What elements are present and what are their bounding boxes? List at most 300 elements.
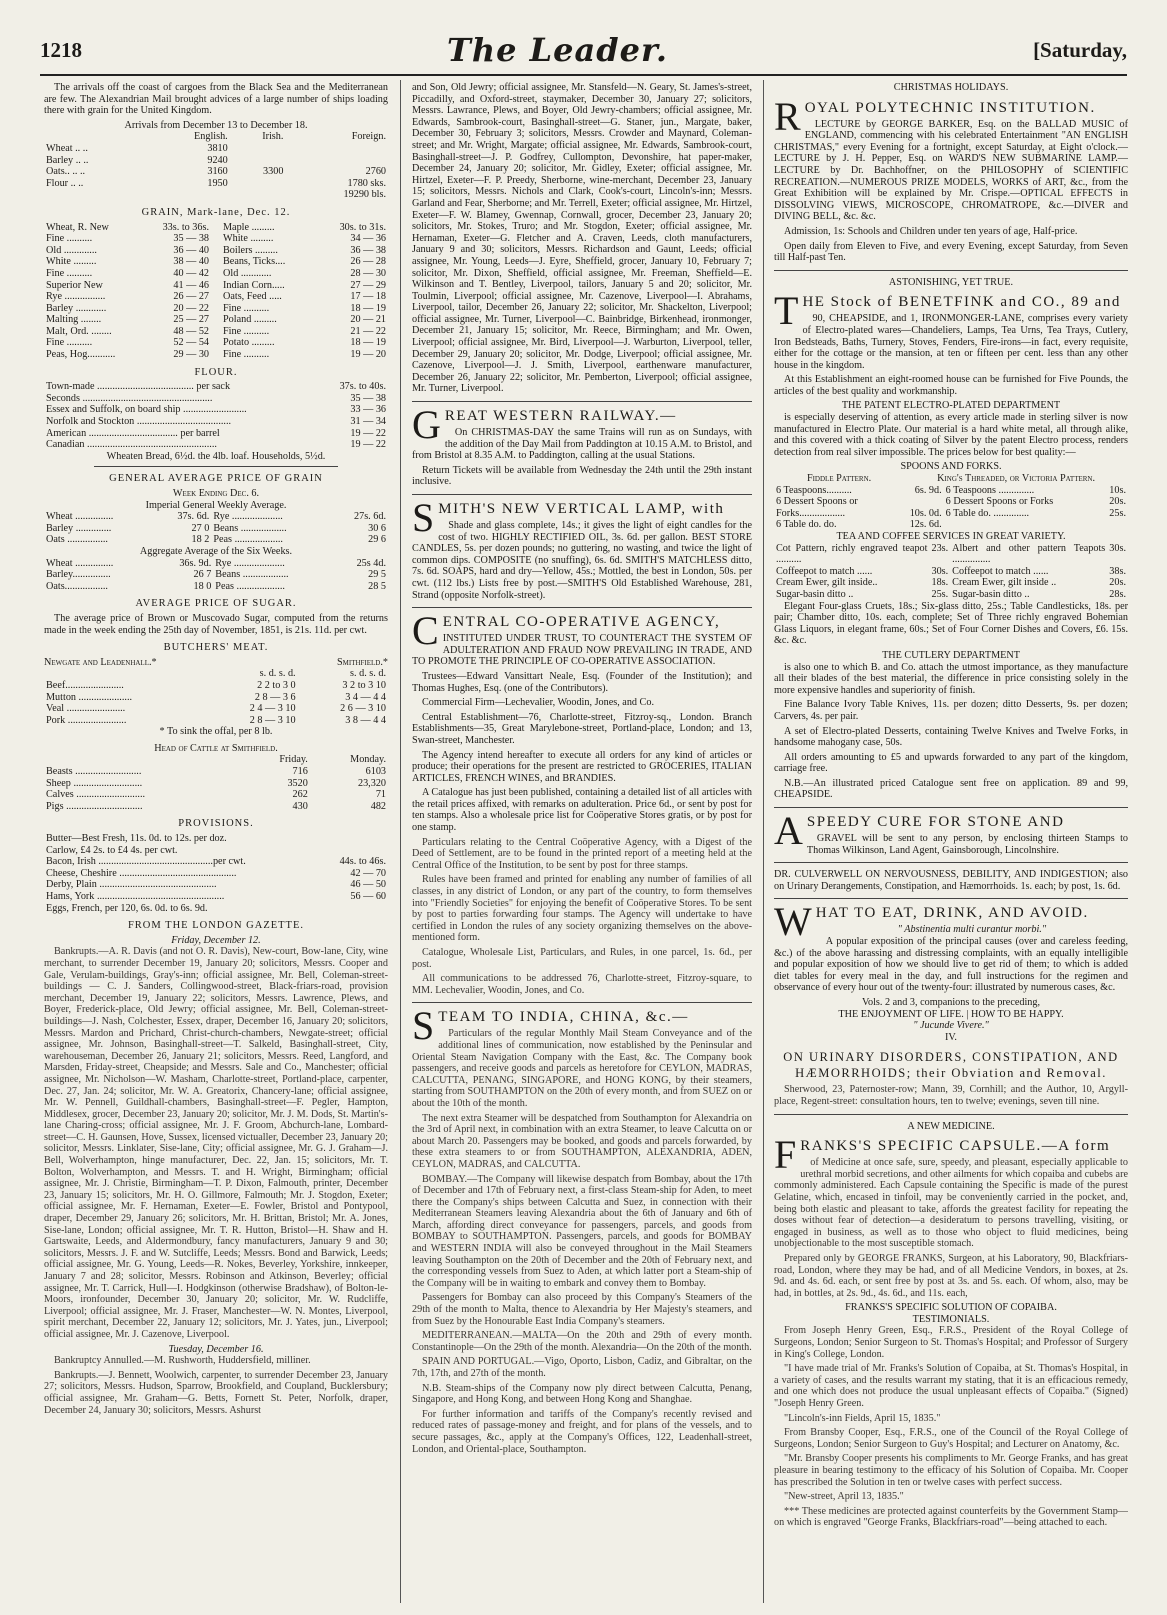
table-row xyxy=(44,845,388,857)
table-cell: Poland ......... xyxy=(223,314,277,326)
table-cell: 30s. xyxy=(1109,542,1126,554)
table-row xyxy=(44,268,211,280)
ad-culverwell: DR. CULVERWELL ON NERVOUSNESS, DEBILITY, AND INDIGESTION; also on Urinary Derangements, Constipation, and Hæmorrhoids. 1s. each; by post, 1s. 6d. xyxy=(774,869,1128,892)
ad-text: On CHRISTMAS-DAY the same Trains will run as on Sundays, with the addition of the Day Mail from Paddington at 10.15 A.M. to Bristol, and from Bristol at 8.35 A.M. to Paddington, calling at the usual Stations. xyxy=(412,427,752,462)
table-row xyxy=(221,326,388,338)
table-cell: 38s. xyxy=(1109,565,1126,577)
table-cell: Hams, York .................................................. xyxy=(46,891,225,902)
table-row xyxy=(44,569,388,581)
ad-text: Commercial Firm—Lechevalier, Woodin, Jones, and Co. xyxy=(422,697,654,709)
flour-title: FLOUR. xyxy=(194,366,238,378)
table-cell: 9240 xyxy=(207,154,228,166)
column-markets xyxy=(44,82,388,1605)
table-cell: Peas ................... xyxy=(215,580,285,592)
table-cell: 482 xyxy=(370,800,386,812)
ad-text: of Medicine at once safe, sure, speedy, and pleasant, especially applicable to urethral morbid secretions, and other ailments for which copaiba and cubebs are commonly administered. Each Capsule containing the Specific is made of the purest Gelatine, which, encased in tinfoil, may be conveniently carried in the pocket, and, being both elastic and pleasant to take, affords the greatest facility for repeating the doses without fear of detection—a desideratum to persons travelling, visiting, or engaged in business, as well as to those who object to fluid medicines, being unobjectionable to the most susceptible stomach. xyxy=(774,1157,1128,1250)
table-row xyxy=(44,178,388,190)
table-cell: Wheat ............... xyxy=(46,557,114,569)
table-row xyxy=(774,519,1128,531)
avg-week-table xyxy=(44,511,388,546)
grain-title: GRAIN, Mark-lane, Dec. 12. xyxy=(141,206,291,218)
divider xyxy=(412,607,752,608)
table-cell: Peas, Hog........... xyxy=(46,349,116,361)
table-cell: 37s. 6d. xyxy=(177,511,210,523)
table-cell: 18 — 19 xyxy=(350,337,386,349)
table-cell: Barley .............. xyxy=(46,522,112,534)
table-row xyxy=(774,496,1128,508)
table-cell: s. d. s. d. xyxy=(350,668,386,680)
table-cell: 19 — 22 xyxy=(350,439,386,451)
ad-text: "Mr. Bransby Cooper presents his compliments to Mr. George Franks, and has great pleasure in bearing testimony to the efficacy of his Solution of Copaiba. Mr. Cooper has prescribed the Solution in ten or twelve cases with perfect success. xyxy=(774,1453,1128,1488)
table-row xyxy=(774,589,1128,601)
ad-text: Sherwood, 23, Paternoster-row; Mann, 39, Cornhill; and the Author, 10, Argyll-place, Regent-street: consultation hours, ten to twelve; evenings, seven till nine. xyxy=(774,1084,1128,1107)
table-cell: 35 — 38 xyxy=(173,233,209,245)
table-cell xyxy=(230,143,286,155)
sugar-text: The average price of Brown or Muscovado Sugar, computed from the returns made in the week ending the 25th day of November, 1851, is 21s. 11d. per cwt. xyxy=(44,612,388,636)
table-cell: 12s. 6d. xyxy=(909,519,942,531)
table-cell: Pigs .............................. xyxy=(46,800,143,812)
table-cell xyxy=(230,189,286,201)
table-cell xyxy=(894,496,944,508)
table-cell: 2 8 — 3 10 xyxy=(249,714,296,726)
ad-text: For further information and tariffs of the Company's recently revised and reduced rates of passage-money and freight, and for plans of the vessels, and to secure passages, &c., apply at the Company's Offices, 122, Leadenhall-street, London, and Oriental-place, Southampton. xyxy=(412,1408,752,1455)
table-cell: Rye .................... xyxy=(215,557,285,569)
table-cell: Beans, Ticks.... xyxy=(223,256,286,268)
table-cell: Coffeepot to match ...... xyxy=(952,565,1049,577)
table-cell: 2 8 — 3 6 xyxy=(254,691,296,703)
table-row xyxy=(44,778,388,790)
table-row xyxy=(44,428,388,440)
provisions-title: PROVISIONS. xyxy=(178,818,254,830)
table-row xyxy=(44,715,388,727)
table-cell: 18 0 xyxy=(193,580,212,592)
column-divider xyxy=(400,80,401,1603)
table-row xyxy=(44,868,388,880)
table-cell: 1780 sks. xyxy=(347,177,386,189)
ad-text: Vols. 2 and 3, companions to the preceding, xyxy=(861,997,1041,1008)
ad-text: IV. xyxy=(945,1031,957,1043)
table-cell: 20 — 21 xyxy=(350,314,386,326)
grain-prices xyxy=(44,222,388,361)
table-row xyxy=(221,349,388,361)
arrivals-table xyxy=(44,131,388,201)
divider xyxy=(774,1114,1128,1115)
tea-table xyxy=(774,543,1128,601)
table-row xyxy=(44,404,388,416)
table-row xyxy=(221,256,388,268)
table-cell: 716 xyxy=(292,766,308,778)
gazette-text: Bankrupts.—A. R. Davis (and not O. R. Davis), New-court, Bow-lane, City, wine merchant, to surrender December 19, January 20; solicitors, Messrs. Cooper and Gale, Verulam-buildings, Gray's-inn; official assignee, Mr. Bell, Coleman-street-buildings — C. J. Sanders, Collingwood-street, Black-friars-road, provision merchant, December 19, January 22; solicitors, Messrs. Lawrence, Plews, and Boyer, Frederick-place, Old Jewry; official assignee, Mr. Bell, Coleman-street-buildings—J. Nash, Colchester, Essex, draper, December 16, January 20; solicitors, Messrs. Mardon and Prichard, Christ-church-chambers, Newgate-street; official assignee, Mr. Johnson, Basinghall-street—T. Salkeld, Basinghall-street, City, warehouseman, December 26, January 21; solicitors, Messrs. Reed, Langford, and Marsden, Friday-street, Cheapside; and Messrs. Sale and Co., Manchester; official assignee, Mr. Nicholson—W. Masham, Charlotte-street, Portland-place, carpenter, Dec. 27, Jan. 24; solicitor, Mr. W. A. Greatorix, Chancery-lane; official assignee, Mr. W. Pennell, Guildhall-chambers, Basinghall-street—F. Pegler, Hampton, Middlesex, grocer, December 23, January 20; solicitor, Mr. J. M. Dods, St. Martin's-lane Charing-cross; official assignee, Mr. J. F. Groom, Abchurch-lane, Lombard-street—C. H. Gaunsen, Hove, Sussex, licensed victualler, December 23, January 20; solicitor, Messrs. Linklater, Sise-lane, City; official assignee, Mr. G. J. Graham—J. Bell, Wolverhampton, hinge manufacturer, Dec. 22, Jan. 15; solicitors, Mr. T. Bolton, Wolverhampton, and Messrs. T. and H. Wright, Birmingham; official assignee, Mr. J. Christie, Birmingham—T. P. Dixon, Falmouth, printer, December 23, January 15; solicitors, Mr. H. O. Gillmore, Falmouth; Mr. J. Stogdon, Exeter; official assignee, Mr. F. Hernaman, Exeter—E. Fowler, Bristol and Pontypool, draper, December 29, January 26; solicitors, Mr. H. Brittan, Bristol; Mr. A. Jones, Sise-lane, London; official assignee, Mr. T. R. Hutton, Bristol—H. Shaw and H. Gartswaite, Leeds, and Aldermondbury, fancy manufacturers, January 9 and 30; solicitors, Messrs. J. F. and W. Sutcliffe, Leeds; Messrs. Bond and Barwick, Leeds; official assignee, Mr. G. Young, Leeds—R. Nokes, Beverley, Yorkshire, innkeeper, January 7 and 28; solicitor, Messrs. Robinson and Atkinson, Beverley; official assignee, Mr. T. Carrick, Hull—I. Hodgkinson (otherwise Bradshaw), of Bolton-le-Moors, ironfounder, December 30, January 20; solicitor, Mr. W. Rudcliffe, Liverpool; official assignee, Mr. J. Fraser, Manchester—W. N. Montes, Liverpool, spirit merchant, December 22, January 12; solicitors, Mr. J. Yates, jun., Liverpool; official assignee, Mr. J. Cazenove, Liverpool. xyxy=(44,946,388,1340)
table-row xyxy=(44,879,388,891)
ad-text: From Joseph Henry Green, Esq., F.R.S., President of the Royal College of Surgeons, London; Senior Surgeon to St. Thomas's Hospital; and Professor of Surgery in King's College, London. xyxy=(774,1325,1128,1360)
table-cell: 3 4 — 4 4 xyxy=(345,691,386,703)
provisions-table xyxy=(44,833,388,914)
table-cell: 26 — 27 xyxy=(173,291,209,303)
table-cell: Carlow, £4 2s. to £4 4s. per cwt. xyxy=(46,844,178,856)
table-row xyxy=(44,766,388,778)
table-cell: 33 — 36 xyxy=(350,404,386,416)
ad-subheading: SPOONS AND FORKS. xyxy=(900,461,1002,473)
table-cell: 1950 xyxy=(207,177,228,189)
table-cell: Oats.. .. .. xyxy=(46,166,86,178)
table-cell: 23s. xyxy=(931,542,949,554)
gazette-continued: and Son, Old Jewry; official assignee, Mr. Stansfeld—N. Geary, St. James's-street, Piccadilly, and Oxford-street, staymaker, December 30, January 27; solicitors, Messrs. Lawrance, Plews, and Boyer, Old Jewry-chambers; official assignee, Mr. Edwards, Sambrook-court, Basinghall-street—G. Staner, jun., Margate, baker, December 30, February 3; solicitors, Messrs. Crowder and Maynard, Coleman-street; and Mr. Wright, Margate; official assignee, Mr. Edwards, Sambrook-court, Basinghall-street—J. P. Godfrey, Cullompton, Devonshire, hat paper-maker, December 24, January 20; solicitor, Mr. Gidley, Exeter; official assignee, Mr. Hirtzel, Exeter—F. P. Preedy, Sherborne, wine-merchant, December 23, January 15; solicitors, Messrs. Nichols and Clark, Cook's-court, Lincoln's-inn; Messrs. Garland and Fear, Sherborne; and Mr. Terrell, Exeter; official assignee, Mr. Hirtzel, Exeter—F. W. Blamey, Gwennap, Cornwall, grocer, December 23, January 20; solicitors, Mr. Stokes, Truro; and Mr. Stogdon, Exeter; official assignee, Mr. Hernaman, Exeter—G. Fletcher and A. Craven, Leeds, cloth manufacturers, January 9 and 30; solicitors, Messrs. Richardson and Gaunt, Leeds; official assignee, Mr. Young, Leeds—J. Eyre, Sheffield, grocer, January 10, February 7; solicitor, Mr. Dixon, Sheffield, official assignee, Mr. Freeman, Sheffield—E. Wilkinson and T. Bentley, Liverpool, tailors, January 5 and 20; solicitor, Mr. Toulmin, Liverpool; official assignee, Mr. Cazenove, Liverpool—I. Abrahams, Liverpool, tailor, December 26, January 22; solicitor, Mr. Shackelton, Liverpool; official assignee, Mr. Turner, Liverpool—C. Bainbridge, Birkenhead, ironmonger, December 21, January 15; solicitor, Mr. Reece, Birmingham; and Mr. Owen, Liverpool; official assignee, Mr. Bird, Liverpool—J. Warburton, Liverpool, teller, December 29, January 20; solicitor, Mr. Dodge, Liverpool; official assignee, Mr. Cazenove, Liverpool—J. J. Smith, Liverpool, earthenware manufacturer, December 26, January 22; solicitor, Mr. Pemberton, Liverpool; official assignee, Mr. Turner, Liverpool. xyxy=(412,82,752,395)
drop-cap: A xyxy=(774,808,803,854)
ad-text: Fine Balance Ivory Table Knives, 11s. per dozen; ditto Desserts, 9s. per dozen; Carvers, 4s. per pair. xyxy=(774,699,1128,722)
table-cell: 6103 xyxy=(365,766,386,778)
table-row xyxy=(221,233,388,245)
table-cell: Barley ............ xyxy=(46,302,107,314)
table-cell: 30s. xyxy=(931,565,949,577)
drop-cap: S xyxy=(412,1003,435,1049)
ad-text: From Bransby Cooper, Esq., F.R.S., one of the Council of the Royal College of Surgeons, London; Senior Surgeon to Guy's Hospital; and Lecturer on Anatomy, &c. xyxy=(774,1427,1128,1450)
table-cell: Town-made ...................................... per sack xyxy=(46,381,231,393)
grain-table-right xyxy=(221,222,388,361)
table-cell: Malt, Ord. ........ xyxy=(46,325,112,337)
ad-heading: RANKS'S SPECIFIC CAPSULE.—A form xyxy=(800,1138,1111,1155)
table-cell: Potato ......... xyxy=(223,337,275,349)
ad-text: BOMBAY.—The Company will likewise despatch from Bombay, about the 17th of December and 17th of February next, a first-class Steam-ship for Aden, to meet there the Company's ships between Calcutta and Suez, in connection with their Mediterranean Steamers leaving Alexandria about the 6th of January and 6th of March, affording direct conveyance for passengers, parcels, and goods from BOMBAY to SOUTHAMPTON. Passengers, parcels, and goods for BOMBAY and WESTERN INDIA will also be conveyed throughout in the Mail Steamers leaving Southampton on the 20th of December and the 20th of February next, and the corresponding vessels from Suez to Aden, at which latter port a Steam-ship of the Company will be in waiting to embark and convey them to Bombay. xyxy=(412,1173,752,1289)
divider xyxy=(774,898,1128,899)
divider xyxy=(774,270,1128,271)
table-cell: Fine .......... xyxy=(223,349,270,361)
table-cell: Oats, Feed ..... xyxy=(223,291,282,303)
table-cell: 36 — 38 xyxy=(350,244,386,256)
table-cell: Beasts .......................... xyxy=(46,766,142,778)
table-cell: 25s. xyxy=(1109,507,1126,519)
ad-text: Admission, 1s: Schools and Children under ten years of age, Half-price. xyxy=(784,225,1078,237)
table-cell: 28s. xyxy=(1109,588,1126,600)
table-cell: Eggs, French, per 120, 6s. 0d. to 6s. 9d. xyxy=(46,902,208,914)
ad-text: A Catalogue has just been published, containing a detailed list of all articles with the retail prices affixed, with remarks on adulteration. Price 6d., or sent by post for ten stamps. Also a wholesale price list for Coöperative Stores gratis, or by post for one stamp. xyxy=(412,787,752,834)
table-row xyxy=(44,280,211,292)
ad-text: Particulars relating to the Central Coöperative Agency, with a Digest of the Deed of Settlement, are to be found in the printed report of a meeting held at the Central Office of the Institution, to be sent by post for three stamps. xyxy=(412,836,752,871)
ad-text: Catalogue, Wholesale List, Particulars, and Rules, in one parcel, 1s. 6d., per post. xyxy=(412,947,752,970)
table-cell: Beans .................. xyxy=(215,569,289,581)
page-number: 1218 xyxy=(40,37,82,62)
table-cell: 6 Dessert Spoons or xyxy=(776,496,858,508)
table-cell: 38 — 40 xyxy=(173,256,209,268)
divider xyxy=(774,862,1128,863)
ad-subheading: THE PATENT ELECTRO-PLATED DEPARTMENT xyxy=(841,400,1061,412)
table-row xyxy=(221,222,388,234)
meat-table xyxy=(44,668,388,726)
table-cell: 2 6 — 3 10 xyxy=(340,703,386,715)
table-row xyxy=(44,416,388,428)
table-cell: Mutton ..................... xyxy=(46,691,133,703)
table-cell: Beans .................. xyxy=(213,522,287,534)
table-cell: 20s. xyxy=(1109,577,1126,589)
table-row xyxy=(44,256,211,268)
table-cell: Barley .. .. xyxy=(46,154,89,166)
table-cell xyxy=(320,845,388,857)
avg-six-title: Aggregate Average of the Six Weeks. xyxy=(139,545,293,557)
table-cell: 21 — 22 xyxy=(350,325,386,337)
table-cell: 44s. to 46s. xyxy=(339,856,386,868)
ad-subheading: TESTIMONIALS. xyxy=(912,1313,990,1325)
table-cell: Derby, Plain .............................................. xyxy=(46,879,217,891)
table-row xyxy=(44,393,388,405)
table-cell: Maple ......... xyxy=(223,221,275,233)
table-cell: 10s. xyxy=(1109,484,1126,496)
ad-text: All orders amounting to £5 and upwards forwarded to any part of the kingdom, carriage free. xyxy=(774,751,1128,775)
divider xyxy=(412,1002,752,1003)
table-cell: Canadian ................................................... xyxy=(46,439,217,451)
table-cell: White ......... xyxy=(46,256,97,268)
drop-cap: T xyxy=(774,288,799,334)
table-row xyxy=(44,349,211,361)
table-cell: Superior New xyxy=(46,279,103,291)
table-row xyxy=(44,891,388,903)
ad-heading: OYAL POLYTECHNIC INSTITUTION. xyxy=(804,99,1096,116)
table-cell: Seconds ................................................... xyxy=(46,392,213,404)
spoons-head-right: King's Threaded, or Victoria Pattern. xyxy=(937,473,1096,485)
ad-smiths-lamp xyxy=(412,495,752,601)
table-row xyxy=(44,558,388,570)
table-cell: 23,320 xyxy=(357,777,386,789)
table-row xyxy=(44,801,388,813)
drop-cap: F xyxy=(774,1132,797,1178)
table-cell: 3 8 — 4 4 xyxy=(345,714,386,726)
table-cell: 17 — 18 xyxy=(350,291,386,303)
table-cell: 6 Teaspoons.......... xyxy=(776,484,852,496)
ad-text: Open daily from Eleven to Five, and every Evening, except Saturday, from Seven till Half-past Ten. xyxy=(774,240,1128,264)
ad-heading: ENTRAL CO-OPERATIVE AGENCY, xyxy=(442,614,721,631)
ad-text: N.B.—An illustrated priced Catalogue sent free on application. 89 and 99, CHEAPSIDE. xyxy=(774,777,1128,801)
table-cell xyxy=(1099,519,1128,531)
table-cell: 37s. to 40s. xyxy=(339,381,386,393)
table-cell: 430 xyxy=(292,800,308,812)
sugar-title: AVERAGE PRICE OF SUGAR. xyxy=(135,598,297,610)
ad-subheading: THE CUTLERY DEPARTMENT xyxy=(882,649,1020,661)
table-cell: Calves ........................... xyxy=(46,789,146,801)
table-cell: Coffeepot to match ...... xyxy=(776,565,873,577)
meat-head-right: Smithfield.* xyxy=(336,656,388,668)
section-label: CHRISTMAS HOLIDAYS. xyxy=(893,82,1009,93)
ad-cooperative-agency xyxy=(412,608,752,996)
table-cell xyxy=(944,519,1099,531)
table-cell xyxy=(147,189,230,201)
ad-heading: REAT WESTERN RAILWAY.— xyxy=(444,408,677,425)
ad-steam-india xyxy=(412,1003,752,1455)
table-cell: Fine .......... xyxy=(223,325,270,337)
table-cell: 10s. 0d. xyxy=(909,507,942,519)
table-cell: 28 — 30 xyxy=(350,267,386,279)
table-cell: Essex and Suffolk, on board ship ......................... xyxy=(46,404,247,416)
table-cell: Cot Pattern, richly engraved teapot .......... xyxy=(776,542,928,566)
section-label: ASTONISHING, YET TRUE. xyxy=(888,276,1014,288)
table-row xyxy=(221,303,388,315)
gazette-date: Friday, December 12. xyxy=(171,934,261,946)
table-row xyxy=(221,280,388,292)
table-cell: 2 4 — 3 10 xyxy=(249,703,296,715)
ad-text: The next extra Steamer will be despatched from Southampton for Alexandria on the 3rd of April next, in combination with an extra Steamer, to leave Calcutta on or about March 20. Passengers may be booked, and goods and parcels forwarded, by these extra steamers to or from SOUTHAMPTON, ALEXANDRIA, ADEN, CEYLON, MADRAS, and CALCUTTA. xyxy=(412,1112,752,1170)
table-cell xyxy=(285,143,388,155)
ad-text: "Lincoln's-inn Fields, April 15, 1835." xyxy=(784,1412,941,1424)
table-cell xyxy=(44,189,147,201)
table-cell: Wheat ............... xyxy=(46,511,114,523)
table-row xyxy=(44,314,211,326)
table-cell: 20s. xyxy=(1109,496,1126,508)
table-cell: 48 — 52 xyxy=(173,325,209,337)
table-cell: 41 — 46 xyxy=(173,279,209,291)
table-cell: Boilers ......... xyxy=(223,244,278,256)
table-cell: 29 — 30 xyxy=(173,349,209,361)
table-cell: 3300 xyxy=(263,166,284,178)
ad-text: Prepared only by GEORGE FRANKS, Surgeon, at his Laboratory, 90, Blackfriars-road, London, where they may be had, and of all Medicine Vendors, in boxes, at 2s. 9d. and 4s. 6d. each, or sent free by post at 3s. and 5s. each. Of whom, also, may be had, in bottles, at 2s. 9d., 4s. 6d., and 11s. each, xyxy=(774,1252,1128,1299)
flour-table xyxy=(44,381,388,451)
table-cell: 6 Table do. .............. xyxy=(945,507,1030,519)
table-cell: 19 — 20 xyxy=(350,349,386,361)
table-cell xyxy=(320,903,388,915)
table-cell: 36s. 9d. xyxy=(179,557,212,569)
table-header-row xyxy=(44,131,388,143)
ad-subheading: TEA AND COFFEE SERVICES IN GREAT VARIETY. xyxy=(836,531,1066,542)
table-row xyxy=(44,233,211,245)
table-cell: 18 — 19 xyxy=(350,302,386,314)
table-cell: Wheat .. .. xyxy=(46,142,88,154)
table-cell: 25s. xyxy=(931,588,949,600)
drop-cap: C xyxy=(412,608,439,654)
column-divider xyxy=(763,80,764,1603)
ad-what-to-eat xyxy=(774,899,1128,1107)
table-cell: Wheat, R. New xyxy=(46,221,109,233)
table-row xyxy=(44,692,388,704)
cattle-title: Head of Cattle at Smithfield. xyxy=(154,742,278,754)
table-cell: Pork ....................... xyxy=(46,714,127,726)
table-cell xyxy=(230,178,286,190)
table-row xyxy=(44,789,388,801)
table-row xyxy=(44,856,388,868)
table-cell: 3520 xyxy=(287,777,308,789)
table-cell: Fine .......... xyxy=(223,302,270,314)
ad-text: Rules have been framed and printed for enabling any number of families of all classes, in any district of London, or any part of the country, to form themselves into "Friendly Societies" for enjoying the benefit of Coöperative Stores. To be sent by post to parties forwarding four stamps. The Agency will undertake to have certified in London the rules of any society organizing themselves on the above-mentioned form. xyxy=(412,874,752,944)
masthead: The Leader. xyxy=(447,31,669,69)
table-cell: 27 0 xyxy=(191,522,210,534)
table-cell: Oats ................ xyxy=(46,534,108,546)
ad-heading: HE Stock of BENETFINK and CO., 89 and xyxy=(802,294,1121,311)
ad-text: SPAIN AND PORTUGAL.—Vigo, Oporto, Lisbon, Cadiz, and Gibraltar, on the 7th, 17th, and 27th of the month. xyxy=(412,1356,752,1379)
table-cell: 2 2 to 3 0 xyxy=(257,679,296,691)
ad-text: *** These medicines are protected against counterfeits by the Government Stamp—on which is engraved "George Franks, Blackfriars-road"—being attached to each. xyxy=(774,1505,1128,1529)
table-cell: 29 6 xyxy=(368,534,386,546)
ad-text: Elegant Four-glass Cruets, 18s.; Six-glass ditto, 25s.; Table Candlesticks, 18s. per pair; Chamber ditto, 10s. each, complete; Set of Three richly engraved Bohemian Glass Liquors, in elegant frame, 60s.; Set of Four Corner Dishes and Covers, £6. 15s. &c. &c. xyxy=(774,600,1128,647)
header-rule xyxy=(40,74,1127,76)
table-cell xyxy=(230,155,286,167)
avg-grain-subtitle2: Imperial General Weekly Average. xyxy=(145,499,287,511)
table-cell: 31 — 34 xyxy=(350,416,386,428)
ad-great-western xyxy=(412,402,752,488)
table-cell: American ................................... per barrel xyxy=(46,427,220,439)
table-row xyxy=(774,577,1128,589)
table-cell: Beef....................... xyxy=(46,679,124,691)
table-cell: Cheese, Cheshire .............................................. xyxy=(46,867,237,879)
drop-cap: R xyxy=(774,93,801,139)
table-row xyxy=(44,381,388,393)
ad-text: LECTURE by GEORGE BARKER, Esq. on the BALLAD MUSIC of ENGLAND, commencing with his celebrated Entertainment "AN ENGLISH CHRISTMAS," every Evening for a fortnight, except Saturday, at Eight o'clock.—LECTURE by J. H. Pepper, Esq. on WARD'S NEW SUBMARINE LAMP.—LECTURE by Dr. Bachhoffner, on the PHILOSOPHY of SCIENTIFIC RECREATION.—NUMEROUS PRIZE MODELS, WORKS of ART, &c., from the Great Exhibition will be explained by Mr. Crispe.—OPTICAL EFFECTS in DISSOLVING VIEWS, MICROSCOPE, CHROMATROPE, &c.—DIVER and DIVING BELL, &c. &c. xyxy=(774,118,1128,223)
drop-cap: G xyxy=(412,402,441,448)
ad-text: N.B. Steam-ships of the Company now ply direct between Calcutta, Penang, Singapore, and Hong Kong, and between Hong Kong and Shanghae. xyxy=(412,1382,752,1406)
table-cell: 18 2 xyxy=(191,534,210,546)
spoons-heads xyxy=(774,473,1128,485)
ad-text: is especially deserving of attention, as every article made in sterling silver is now manufactured in Electro Plate. Our material is a hard white metal, all through alike, and this covered with a thick coating of Silver by the patent Electro process, renders detection from real silver impossible. The prices below for best quality:— xyxy=(774,412,1128,458)
gazette-text-2: Bankruptcy Annulled.—M. Rushworth, Huddersfield, milliner. xyxy=(54,1355,311,1367)
table-row xyxy=(44,326,211,338)
table-row xyxy=(44,143,388,155)
table-cell: 6 Teaspoons .............. xyxy=(945,484,1035,496)
column-header: Friday. xyxy=(279,754,308,766)
ad-text: Particulars of the regular Monthly Mail Steam Conveyance and of the additional lines of communication, now established by the Peninsular and Oriental Steam Navigation Company with the East, &c. The Company book passengers, and receive goods and parcels as heretofore for CEYLON, MADRAS, CALCUTTA, PENANG, SINGAPORE, and HONG KONG, by their steamers, starting from SOUTHAMPTON on the 20th of every month, and from SUEZ on or about the 10th of the month. xyxy=(412,1028,752,1109)
arrivals-title: Arrivals from December 13 to December 18. xyxy=(124,119,308,131)
table-cell: Oats................. xyxy=(46,580,108,592)
section-label: A NEW MEDICINE. xyxy=(907,1120,995,1132)
ad-text: Central Establishment—76, Charlotte-street, Fitzroy-sq., London. Branch Establishments—35, Great Marylebone-street, Portland-place, London; and 13, Swan-street, Manchester. xyxy=(412,711,752,746)
markets-intro: The arrivals off the coast of cargoes from the Black Sea and the Mediterranean are few. The Alexandrian Mail brought advices of a large number of ships loading there with grain for the United Kingdom. xyxy=(44,82,388,117)
ad-text: A popular exposition of the principal causes (over and careless feeding, &c.) of the above harassing and distressing complaints, with an equally intelligible and popular exposition of how we should live to get rid of them; to which is added diet tables for every meal in the day, and full instructions for the regimen and observance of every hour out of the twenty-four: illustrated by numerous cases, &c. xyxy=(774,936,1128,994)
table-cell: Sheep ........................... xyxy=(46,777,143,789)
meat-head-left: Newgate and Leadenhall.* xyxy=(44,656,157,668)
cattle-table xyxy=(44,754,388,812)
table-cell: Veal ....................... xyxy=(46,703,126,715)
column-header xyxy=(44,131,147,143)
table-cell: Norfolk and Stockton ..................................... xyxy=(46,416,232,428)
drop-cap: S xyxy=(412,495,435,540)
table-cell: 30s. to 31s. xyxy=(339,221,386,233)
table-row xyxy=(221,291,388,303)
issue-day: [Saturday, xyxy=(1033,37,1127,62)
table-row xyxy=(44,439,388,451)
table-cell: s. d. s. d. xyxy=(259,668,296,680)
ad-polytechnic xyxy=(774,93,1128,264)
ad-text: Return Tickets will be available from Wednesday the 24th until the 29th instant inclusive. xyxy=(412,464,752,488)
table-row xyxy=(44,222,211,234)
table-cell xyxy=(285,155,388,167)
ad-text: GRAVEL will be sent to any person, by enclosing thirteen Stamps to Thomas Wilkinson, Land Agent, Gainsborough, Lincolnshire. xyxy=(806,833,1128,856)
table-cell: 35 — 38 xyxy=(350,392,386,404)
ad-stone-cure xyxy=(774,808,1128,856)
table-cell: Cream Ewer, gilt inside.. xyxy=(776,577,878,589)
table-cell: 3160 xyxy=(207,166,228,178)
table-row xyxy=(44,291,211,303)
table-cell: Sugar-basin ditto .. xyxy=(952,588,1030,600)
table-row xyxy=(774,543,1128,566)
flour-note: Wheaten Bread, 6½d. the 4lb. loaf. Households, 5½d. xyxy=(106,450,326,462)
table-row xyxy=(774,566,1128,578)
avg-grain-subtitle: Week Ending Dec. 6. xyxy=(172,488,260,499)
gazette-title: FROM THE LONDON GAZETTE. xyxy=(127,920,305,932)
table-cell xyxy=(44,668,207,680)
column-adverts xyxy=(774,82,1128,1605)
ad-motto: " Abstinentia multi curantur morbi." xyxy=(897,924,1047,936)
table-row xyxy=(774,508,1128,520)
table-row xyxy=(44,680,388,692)
table-cell: 27 — 29 xyxy=(350,279,386,291)
grain-table-left xyxy=(44,222,211,361)
ad-text: is also one to which B. and Co. attach the utmost importance, as they manufacture all their blades of the best material, the difference in price consisting solely in the more expensive handles and superiority of finish. xyxy=(774,661,1128,696)
table-row xyxy=(44,245,211,257)
divider xyxy=(412,494,752,495)
table-row xyxy=(221,268,388,280)
table-row xyxy=(774,485,1128,497)
avg-grain-title: GENERAL AVERAGE PRICE OF GRAIN xyxy=(109,473,323,485)
meat-heads xyxy=(44,657,388,669)
divider xyxy=(774,807,1128,808)
ad-heading: ON URINARY DISORDERS, CONSTIPATION, AND HÆMORRHOIDS; their Obviation and Removal. xyxy=(783,1050,1119,1081)
ad-heading: MITH'S NEW VERTICAL LAMP, with xyxy=(438,501,725,517)
table-cell: Flour .. .. xyxy=(46,177,84,189)
table-cell: 28 5 xyxy=(368,580,386,592)
ad-text: Trustees—Edward Vansittart Neale, Esq. (Founder of the Institution); and Thomas Hughes, Esq. (one of the Contributors). xyxy=(412,670,752,694)
